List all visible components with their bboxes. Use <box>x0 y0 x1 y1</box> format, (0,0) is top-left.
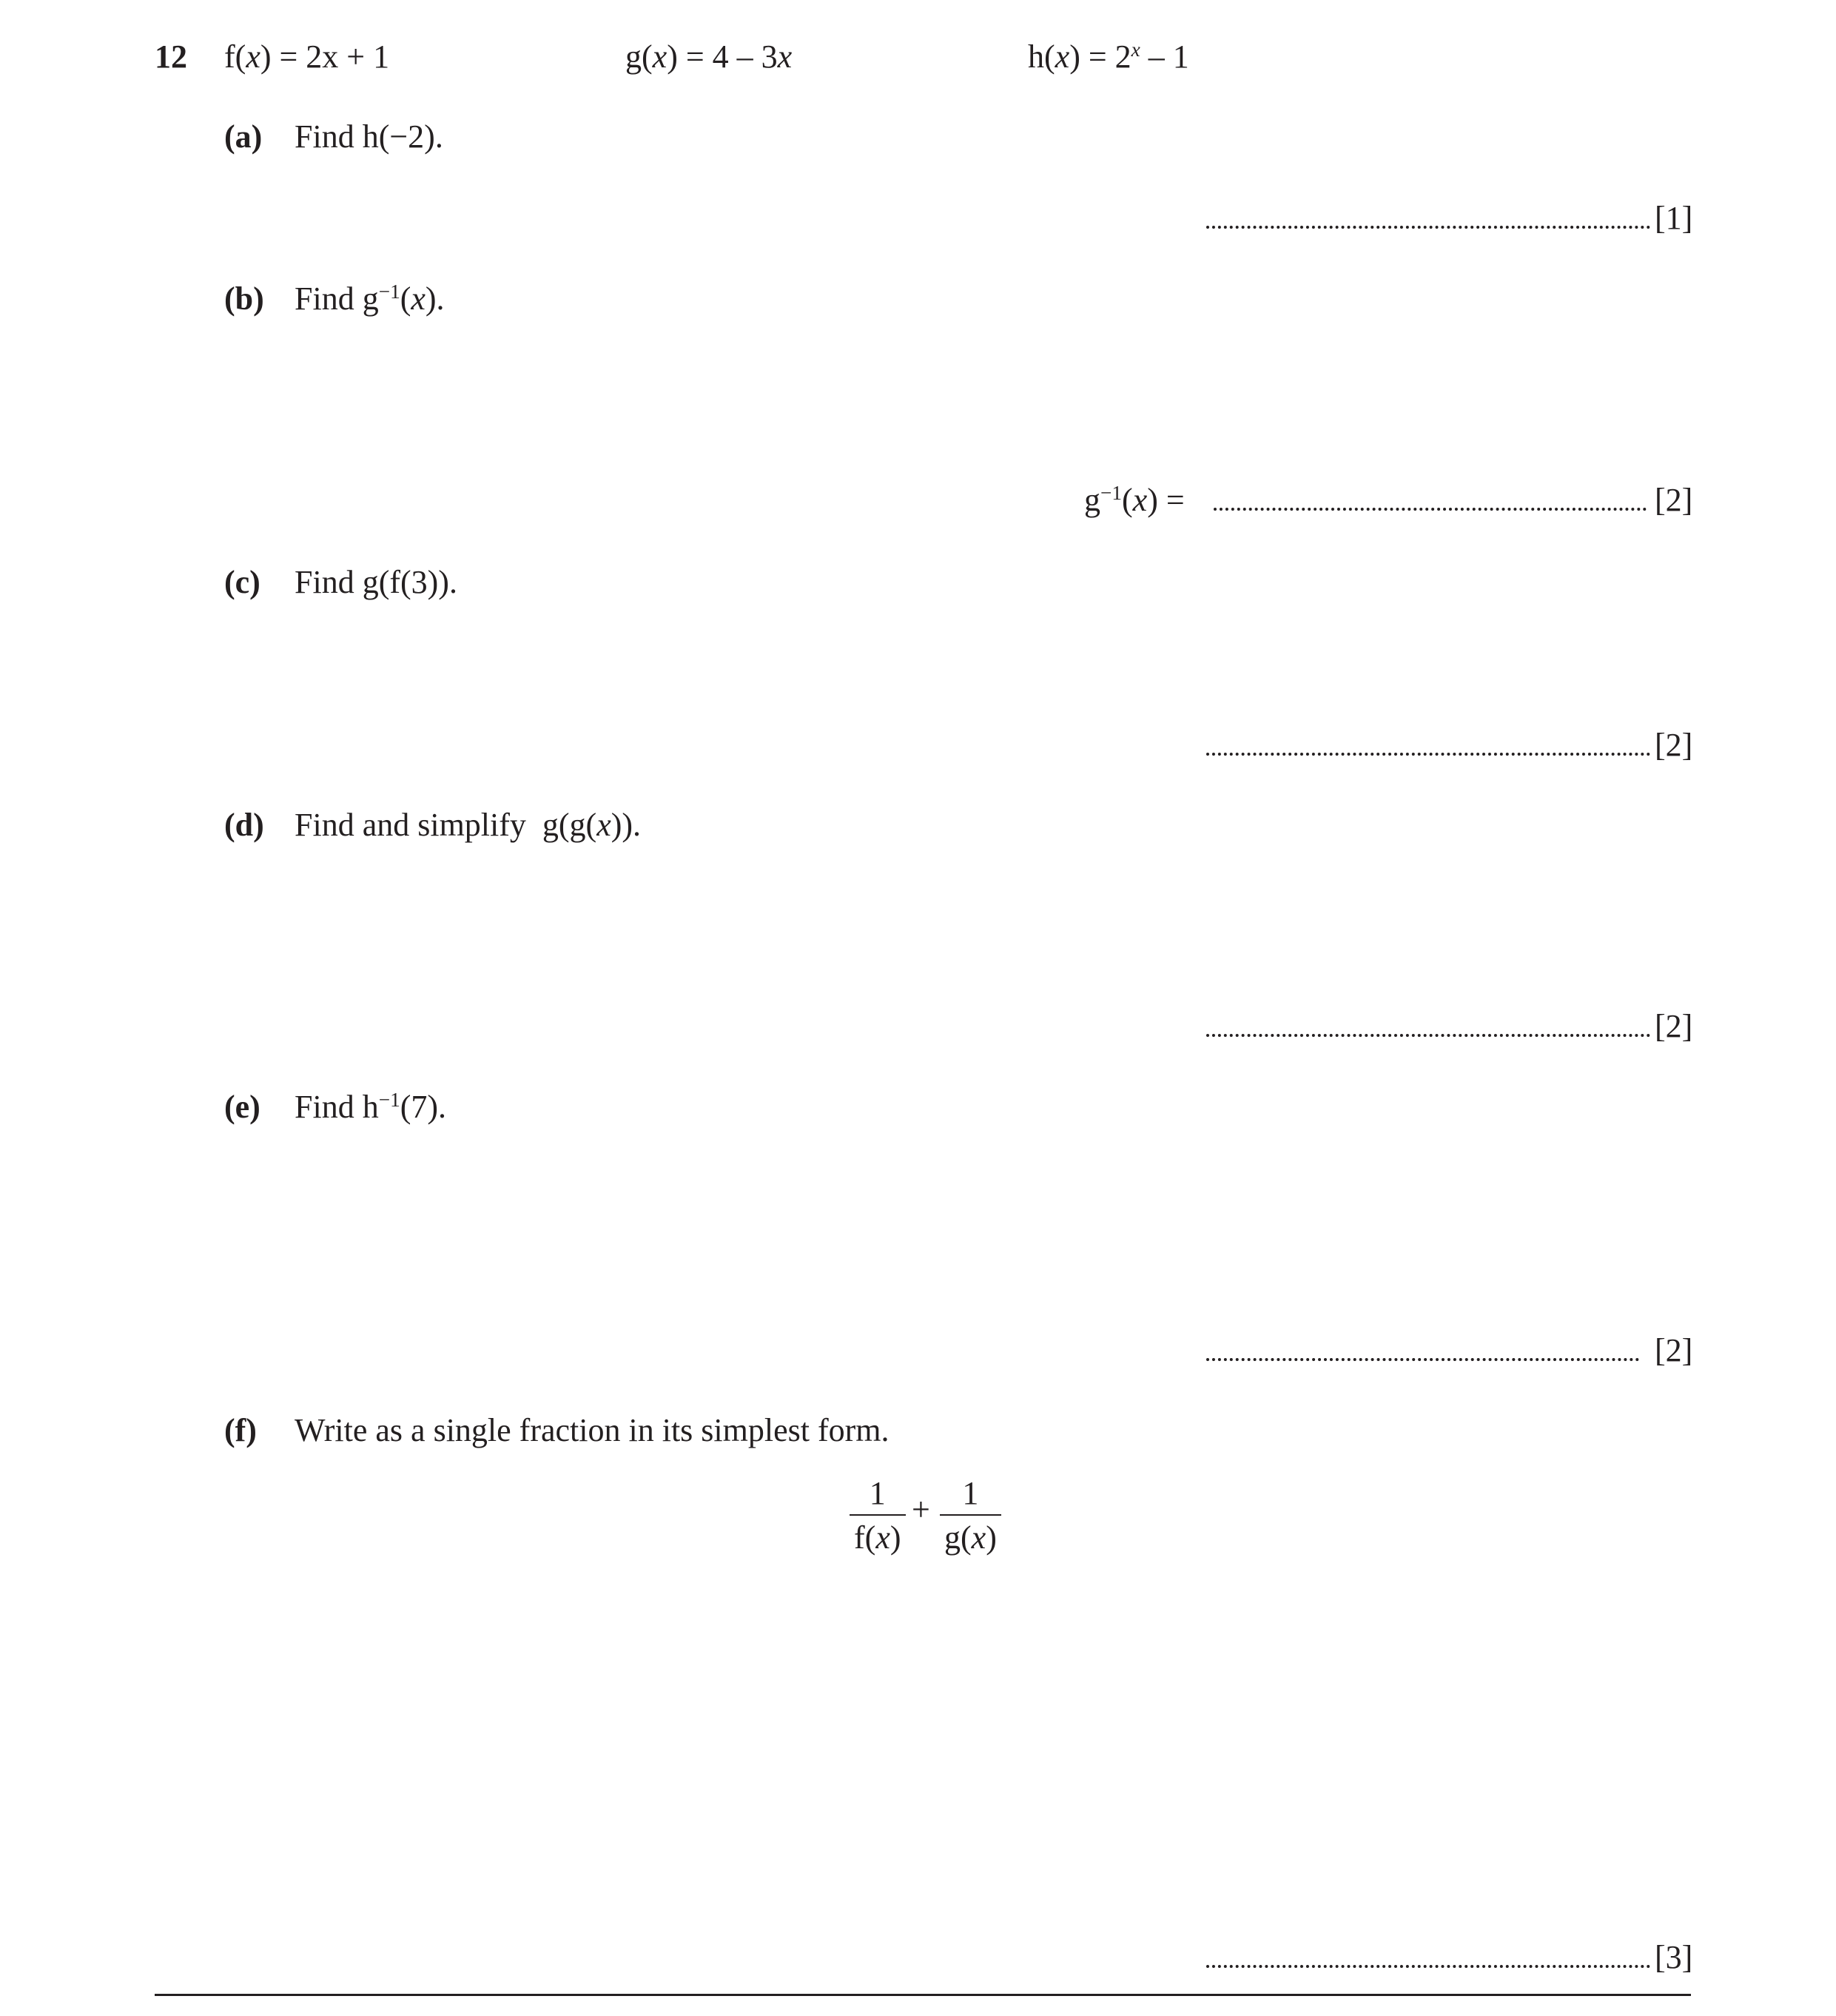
part-f-label: (f) <box>224 1412 257 1448</box>
g-def-rhs: ) = 4 – 3 <box>667 38 778 75</box>
part-e-text-post: (7). <box>400 1089 447 1125</box>
f-def-lhs: f( <box>224 38 246 75</box>
part-a-text: Find h(−2). <box>295 118 443 155</box>
part-e-marks: [2] <box>1655 1332 1693 1368</box>
g-def-lhs: g( <box>625 38 653 75</box>
h-def-rhs: – 1 <box>1140 38 1189 75</box>
part-a-label: (a) <box>224 118 263 155</box>
part-b-text-post: ). <box>425 280 445 317</box>
part-b-ans-post: ) = <box>1147 482 1185 518</box>
part-e-label: (e) <box>224 1089 260 1125</box>
part-b-answer-line[interactable] <box>1214 484 1647 517</box>
part-b-ans-mid: ( <box>1122 482 1133 518</box>
fraction-1-denominator <box>850 1516 906 1554</box>
frac1-den-pre: f( <box>854 1519 876 1556</box>
f-def-var: x <box>246 38 260 75</box>
part-b-var: x <box>411 280 426 317</box>
plus-sign: + <box>912 1491 930 1528</box>
part-b-ans-sup: −1 <box>1100 482 1123 504</box>
part-e-sup: −1 <box>378 1089 400 1111</box>
part-c-label: (c) <box>224 564 260 600</box>
bottom-rule <box>155 1994 1691 1996</box>
part-e-answer-line[interactable] <box>1206 1334 1639 1367</box>
part-e-text-pre: Find h <box>295 1089 379 1125</box>
frac1-den-var: x <box>875 1519 890 1556</box>
f-def-rhs: ) = 2x + 1 <box>260 38 390 75</box>
frac1-den-post: ) <box>890 1519 901 1556</box>
part-b-sup: −1 <box>378 280 400 303</box>
g-definition <box>625 38 793 75</box>
part-f-text: Write as a single fraction in its simplest form. <box>295 1412 890 1448</box>
part-b-text-mid: ( <box>400 280 411 317</box>
part-b-marks: [2] <box>1655 482 1693 518</box>
part-b-ans-pre: g <box>1084 482 1100 518</box>
frac2-den-var: x <box>971 1519 986 1556</box>
part-b-ans-var: x <box>1132 482 1148 518</box>
fraction-1-over-g <box>940 1477 1001 1554</box>
part-d-label: (d) <box>224 807 264 843</box>
part-b-answer-prefix <box>1084 484 1185 517</box>
h-definition <box>1028 38 1189 75</box>
part-d-answer-line[interactable] <box>1206 1010 1650 1043</box>
part-b-text-pre: Find g <box>295 280 379 317</box>
frac2-den-pre: g( <box>944 1519 972 1556</box>
h-def-mid: ) = 2 <box>1069 38 1131 75</box>
h-def-lhs: h( <box>1028 38 1055 75</box>
part-d-text <box>295 809 641 841</box>
part-f-marks: [3] <box>1655 1939 1693 1975</box>
question-number: 12 <box>155 38 187 75</box>
part-f-answer-line[interactable] <box>1206 1941 1650 1974</box>
part-d-marks: [2] <box>1655 1008 1693 1044</box>
part-a-marks: [1] <box>1655 200 1693 236</box>
part-b-label: (b) <box>224 280 264 317</box>
h-def-var: x <box>1055 38 1070 75</box>
part-a-answer-line[interactable] <box>1206 202 1650 235</box>
part-d-text-post: )). <box>611 807 642 843</box>
part-d-var: x <box>596 807 611 843</box>
fraction-1-numerator: 1 <box>869 1475 886 1511</box>
part-d-text-pre: Find and simplify g(g( <box>295 807 597 843</box>
part-c-text: Find g(f(3)). <box>295 564 457 600</box>
fraction-2-denominator <box>940 1516 1001 1554</box>
g-def-var: x <box>652 38 668 75</box>
part-c-marks: [2] <box>1655 727 1693 763</box>
fraction-1-over-f <box>850 1477 906 1554</box>
part-b-text <box>295 280 445 317</box>
frac2-den-post: ) <box>986 1519 997 1556</box>
part-e-text <box>295 1091 446 1123</box>
f-definition <box>224 38 390 75</box>
part-c-answer-line[interactable] <box>1206 729 1650 762</box>
fraction-2-numerator: 1 <box>962 1475 979 1511</box>
g-def-var2: x <box>777 38 793 75</box>
h-def-exp: x <box>1131 38 1140 61</box>
